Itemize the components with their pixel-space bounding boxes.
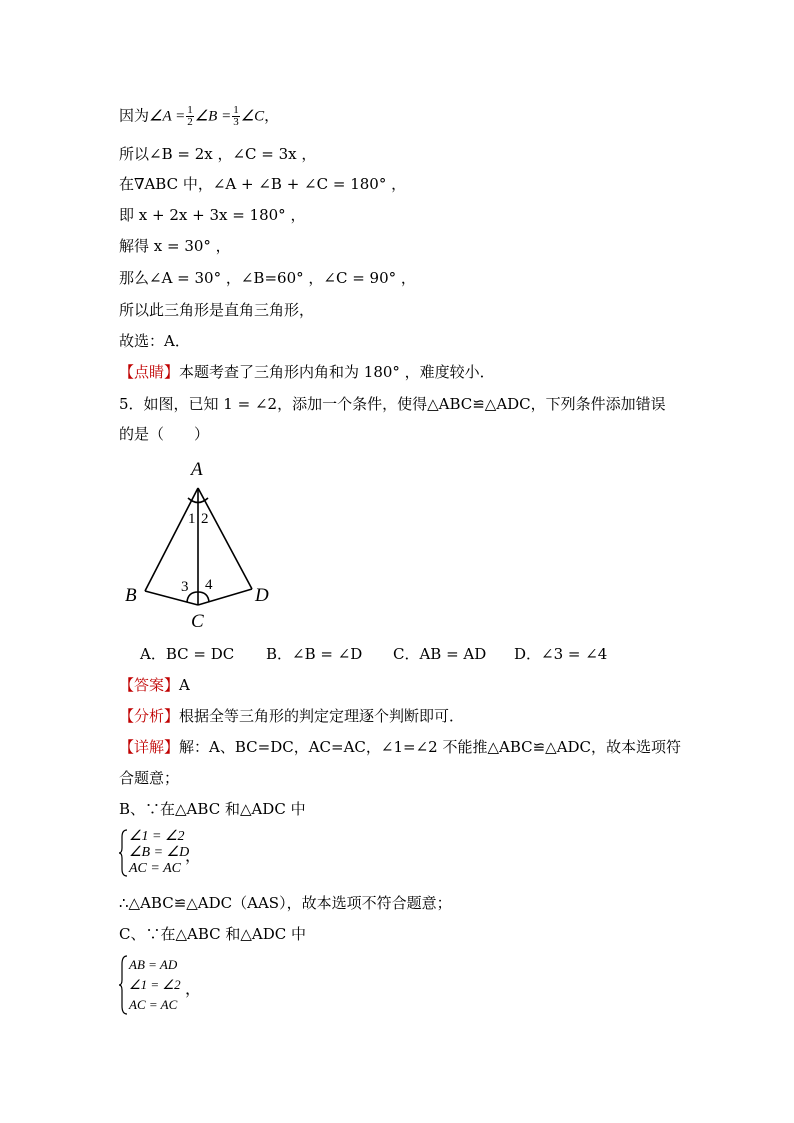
detail-b-conclusion: ∴△ABC≌△ADC（AAS），故本选项不符合题意； — [119, 894, 452, 912]
text-line-5: 解得 x = 30° ， — [119, 237, 231, 255]
tip-text: 本题考查了三角形内角和为 180° ，难度较小． — [179, 363, 495, 381]
math-angle-b: ∠B = — [194, 108, 232, 125]
left-brace-icon — [119, 955, 129, 1015]
equation-row: AC = AC — [129, 861, 181, 876]
label-angle-1: 1 — [188, 511, 196, 527]
label-c: C — [191, 611, 204, 632]
option-b: B．∠B = ∠D — [266, 645, 363, 663]
text-line-2: 所以∠B = 2x ，∠C = 3x ， — [119, 145, 317, 163]
detail-line-1 — [119, 737, 681, 757]
detail-b-line: B、∵在△ABC 和△ADC 中 — [119, 800, 306, 818]
text-line-7: 所以此三角形是直角三角形， — [119, 301, 315, 319]
fraction-numerator: 1 — [187, 104, 193, 116]
option-c: C．AB = AD — [393, 645, 487, 663]
label-b: B — [125, 585, 137, 606]
fraction-third — [232, 105, 240, 128]
text-line-6: 那么∠A = 30° ，∠B=60° ，∠C = 90° ， — [119, 269, 416, 287]
text-line-4: 即 x + 2x + 3x = 180° ， — [119, 206, 306, 224]
detail-text: 解：A、BC=DC，AC=AC，∠1=∠2 不能推△ABC≌△ADC，故本选项符 — [179, 738, 682, 756]
tip-tag: 【点睛】 — [119, 363, 180, 381]
fraction-denominator: 2 — [187, 116, 193, 128]
equation-rows — [129, 955, 181, 1015]
text-line-3: 在∇ABC 中，∠A + ∠B + ∠C = 180° ， — [119, 175, 407, 193]
option-d: D．∠3 = ∠4 — [514, 645, 608, 663]
equation-row: ∠1 = ∠2 — [129, 829, 185, 844]
equation-row: AC = AC — [129, 997, 178, 1012]
segment-ad — [198, 488, 252, 589]
punctuation: ， — [185, 981, 202, 998]
text-prefix: 因为 — [119, 106, 150, 125]
detail-tag: 【详解】 — [119, 738, 180, 756]
tip-line — [119, 362, 495, 382]
triangle-figure — [115, 455, 285, 635]
equation-rows — [129, 829, 189, 877]
segment-bc — [145, 591, 198, 605]
option-a: A．BC = DC — [140, 645, 235, 663]
punctuation: ， — [264, 106, 280, 125]
label-a: A — [191, 459, 203, 480]
answer-text: A — [179, 676, 190, 694]
answer-tag: 【答案】 — [119, 676, 180, 694]
fraction-denominator: 3 — [233, 116, 239, 128]
equation-system-b — [119, 829, 239, 879]
analysis-text: 根据全等三角形的判定定理逐个判断即可． — [179, 707, 465, 725]
equation-row: ∠1 = ∠2 — [129, 977, 181, 992]
math-angle-a: ∠A = — [149, 108, 186, 125]
left-brace-icon — [119, 829, 129, 877]
fraction-numerator: 1 — [233, 104, 239, 116]
equation-row: AB = AD — [129, 957, 178, 972]
answer-line — [119, 675, 190, 695]
segment-ab — [145, 488, 198, 591]
detail-c-line: C、∵在△ABC 和△ADC 中 — [119, 925, 307, 943]
label-angle-3: 3 — [181, 579, 189, 595]
analysis-line — [119, 706, 464, 726]
fraction-half — [186, 105, 194, 128]
text-line-8: 故选：A． — [119, 332, 190, 350]
punctuation: ， — [185, 848, 202, 865]
question-5-line-1: 5．如图，已知 1 = ∠2，添加一个条件，使得△ABC≌△ADC，下列条件添加错误 — [119, 395, 666, 413]
equation-row: ∠B = ∠D — [129, 845, 190, 860]
label-d: D — [255, 585, 269, 606]
label-angle-4: 4 — [205, 577, 213, 593]
detail-line-2: 合题意； — [119, 769, 180, 787]
analysis-tag: 【分析】 — [119, 707, 180, 725]
equation-system-c — [119, 955, 239, 1017]
label-angle-2: 2 — [201, 511, 209, 527]
question-5-line-2: 的是（ ） — [119, 425, 210, 443]
math-angle-c: ∠C — [240, 108, 265, 125]
text-line-1 — [119, 105, 279, 128]
